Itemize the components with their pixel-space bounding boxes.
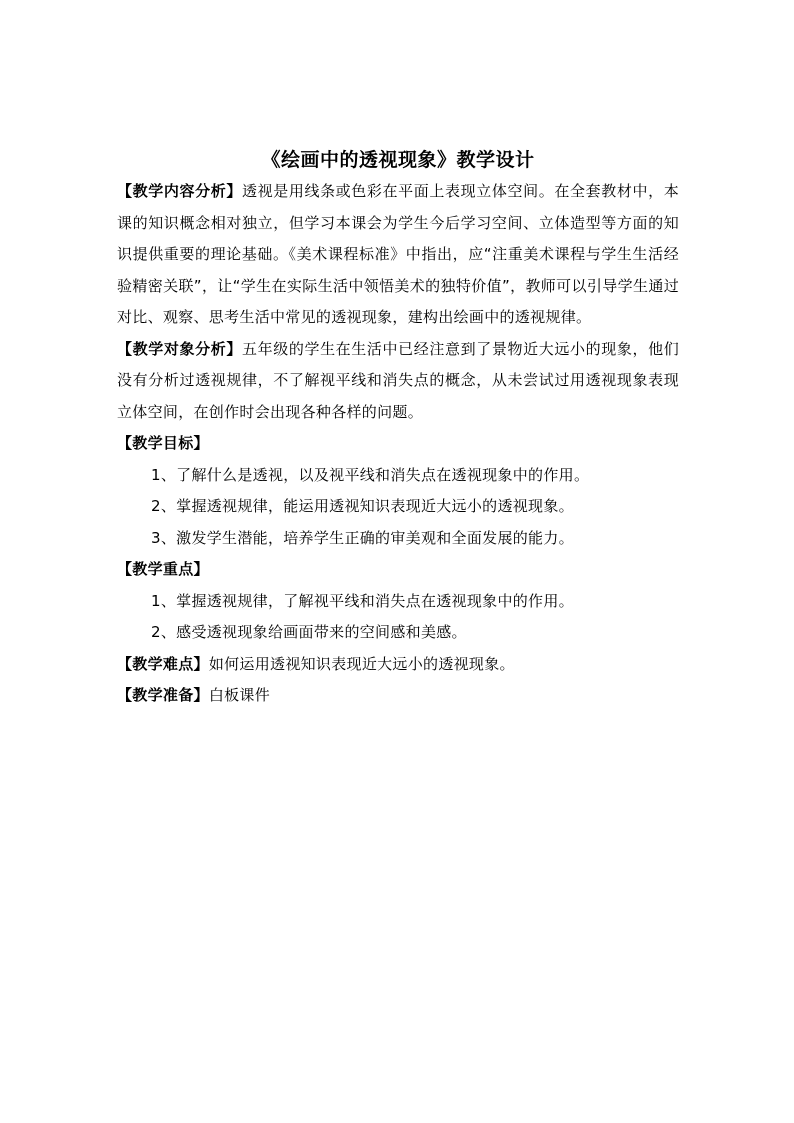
objective-item: 2、掌握透视规律，能运用透视知识表现近大远小的透视现象。 <box>151 497 574 515</box>
student-analysis-section <box>117 334 679 429</box>
objective-item: 3、激发学生潜能，培养学生正确的审美观和全面发展的能力。 <box>151 528 574 547</box>
preparation-text: 白板课件 <box>208 686 271 704</box>
preparation-section <box>117 680 679 712</box>
student-analysis-label: 【教学对象分析】 <box>117 339 242 358</box>
content-analysis-label: 【教学内容分析】 <box>117 182 242 200</box>
preparation-label: 【教学准备】 <box>117 686 209 704</box>
key-point-item: 1、掌握透视规律，了解视平线和消失点在透视现象中的作用。 <box>151 591 574 610</box>
document-body <box>117 146 679 712</box>
document-title: 《绘画中的透视现象》教学设计 <box>261 149 535 171</box>
objectives-heading: 【教学目标】 <box>117 434 209 452</box>
difficulty-section <box>117 649 679 681</box>
key-point-item: 2、感受透视现象给画面带来的空间感和美感。 <box>151 623 467 641</box>
content-analysis-text: 透视是用线条或色彩在平面上表现立体空间。在全套教材中，本课的知识概念相对独立，但学习本课会为学生今后学习空间、立体造型等方面的知识提供重要的理论基础。《美术课程标准》中指出，应“注重美术课程与学生生活经验精密关联”，让“学生在实际生活中领悟美术的独特价值”，教师可以引导学生通过对比、观察、思考生活中常见的透视现象，建构出绘画中的透视规律。 <box>117 182 680 326</box>
content-analysis-section <box>117 176 679 334</box>
difficulty-label: 【教学难点】 <box>117 654 209 673</box>
objective-item: 1、了解什么是透视，以及视平线和消失点在透视现象中的作用。 <box>151 465 590 484</box>
difficulty-text: 如何运用透视知识表现近大远小的透视现象。 <box>208 654 515 673</box>
key-points-heading: 【教学重点】 <box>117 560 209 578</box>
student-analysis-text: 五年级的学生在生活中已经注意到了景物近大远小的现象，他们没有分析过透视规律，不了解视平线和消失点的概念，从未尝试过用透视现象表现立体空间，在创作时会出现各种各样的问题。 <box>117 339 680 421</box>
